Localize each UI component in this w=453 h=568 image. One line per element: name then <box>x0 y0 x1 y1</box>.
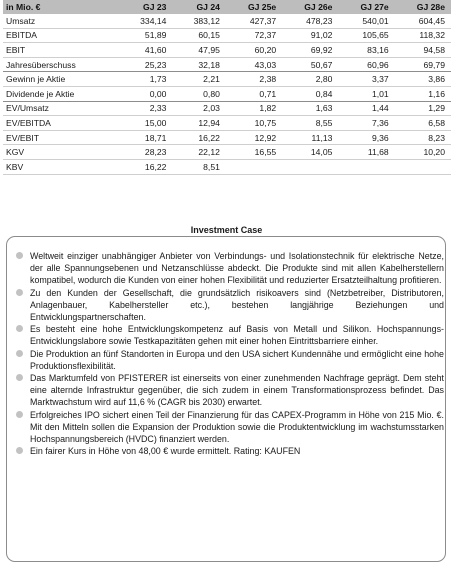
cell: 8,51 <box>172 159 225 174</box>
cell: 10,20 <box>395 145 451 160</box>
cell: 2,38 <box>226 72 282 87</box>
cell: 72,37 <box>226 28 282 43</box>
bullet-icon <box>16 325 23 332</box>
list-item <box>14 348 444 372</box>
cell: 118,32 <box>395 28 451 43</box>
cell: 105,65 <box>338 28 394 43</box>
cell: 12,94 <box>172 116 225 131</box>
cell: 2,33 <box>119 101 172 116</box>
cell: 334,14 <box>119 14 172 28</box>
bullet-icon <box>16 289 23 296</box>
cell: 1,63 <box>282 101 338 116</box>
column-header: GJ 23 <box>119 0 172 14</box>
bullet-text: Zu den Kunden der Gesellschaft, die grundsätzlich risikoavers sind (Netzbetreiber, Distributoren, Anlagenbauer, Kabelhersteller etc.), bestehen langjährige Beziehungen und Entwicklungspartnerschaften. <box>30 287 444 323</box>
cell: 383,12 <box>172 14 225 28</box>
cell: 1,82 <box>226 101 282 116</box>
bullet-icon <box>16 350 23 357</box>
table-row <box>3 116 451 131</box>
financial-table <box>3 0 451 175</box>
cell: 2,21 <box>172 72 225 87</box>
cell: 43,03 <box>226 57 282 72</box>
cell: 91,02 <box>282 28 338 43</box>
cell: 83,16 <box>338 43 394 58</box>
cell: 540,01 <box>338 14 394 28</box>
row-label: KBV <box>3 159 119 174</box>
table-row <box>3 159 451 174</box>
cell: 8,55 <box>282 116 338 131</box>
cell: 3,86 <box>395 72 451 87</box>
cell: 51,89 <box>119 28 172 43</box>
cell: 60,15 <box>172 28 225 43</box>
cell: 41,60 <box>119 43 172 58</box>
table-row <box>3 14 451 28</box>
row-label: KGV <box>3 145 119 160</box>
bullet-text: Ein fairer Kurs in Höhe von 48,00 € wurde ermittelt. Rating: KAUFEN <box>30 446 301 457</box>
bullet-text: Die Produktion an fünf Standorten in Europa und den USA sichert Kundennähe und ermöglicht eine hohe Produktionsflexibilität. <box>30 348 444 371</box>
cell: 0,84 <box>282 86 338 101</box>
cell: 2,80 <box>282 72 338 87</box>
cell: 28,23 <box>119 145 172 160</box>
bullet-icon <box>16 447 23 454</box>
cell: 0,00 <box>119 86 172 101</box>
list-item <box>14 372 444 409</box>
table-row <box>3 145 451 160</box>
column-header: GJ 25e <box>226 0 282 14</box>
bullet-text: Es besteht eine hohe Entwicklungskompetenz auf Basis von Metall und Silikon. Hochspannungs-Entwicklungslabore sowie Testkapazitäten gehen mit einer hohen Eintrittsbarriere einher. <box>30 324 444 347</box>
cell: 9,36 <box>338 130 394 145</box>
cell: 14,05 <box>282 145 338 160</box>
table-row <box>3 28 451 43</box>
row-label: Gewinn je Aktie <box>3 72 119 87</box>
cell: 2,03 <box>172 101 225 116</box>
row-label: Umsatz <box>3 14 119 28</box>
list-item <box>14 323 444 347</box>
cell: 1,73 <box>119 72 172 87</box>
cell: 22,12 <box>172 145 225 160</box>
list-item <box>14 445 444 457</box>
bullet-text: Erfolgreiches IPO sichert einen Teil der Finanzierung für das CAPEX-Programm in Höhe von 215 Mio. €. Mit den Mitteln sollen die Expansion der Produktion sowie die Produktentwicklung im wachstumsstarken Hochspannungsbereich (HVDC) finanziert werden. <box>30 409 444 445</box>
cell: 11,68 <box>338 145 394 160</box>
row-label: EV/Umsatz <box>3 101 119 116</box>
table-row <box>3 130 451 145</box>
cell: 0,80 <box>172 86 225 101</box>
cell <box>338 159 394 174</box>
cell <box>282 159 338 174</box>
cell: 50,67 <box>282 57 338 72</box>
bullet-icon <box>16 374 23 381</box>
column-header: GJ 27e <box>338 0 394 14</box>
column-header: GJ 26e <box>282 0 338 14</box>
cell: 11,13 <box>282 130 338 145</box>
cell <box>226 159 282 174</box>
cell: 10,75 <box>226 116 282 131</box>
cell: 1,01 <box>338 86 394 101</box>
column-header: GJ 24 <box>172 0 225 14</box>
cell: 25,23 <box>119 57 172 72</box>
cell: 60,20 <box>226 43 282 58</box>
table-row <box>3 57 451 72</box>
cell: 3,37 <box>338 72 394 87</box>
cell: 12,92 <box>226 130 282 145</box>
cell: 47,95 <box>172 43 225 58</box>
cell: 69,79 <box>395 57 451 72</box>
cell: 16,22 <box>119 159 172 174</box>
cell: 1,16 <box>395 86 451 101</box>
column-header: GJ 28e <box>395 0 451 14</box>
cell: 478,23 <box>282 14 338 28</box>
cell: 7,36 <box>338 116 394 131</box>
bullet-text: Das Marktumfeld von PFISTERER ist einerseits von einer zunehmenden Nachfrage geprägt. Dem steht eine alternde Infrastruktur gegenüber, die sich zudem in einem Transformationsprozess befindet. Das Marktwachstum wird auf 11,6 % (CAGR bis 2030) erwartet. <box>30 373 444 408</box>
cell: 60,96 <box>338 57 394 72</box>
cell: 16,55 <box>226 145 282 160</box>
investment-case-list <box>14 250 444 457</box>
cell: 427,37 <box>226 14 282 28</box>
cell: 1,44 <box>338 101 394 116</box>
investment-case-title: Investment Case <box>190 225 263 235</box>
bullet-icon <box>16 252 23 259</box>
row-label: Jahresüberschuss <box>3 57 119 72</box>
list-item <box>14 409 444 446</box>
row-label: EBIT <box>3 43 119 58</box>
cell: 6,58 <box>395 116 451 131</box>
column-header: in Mio. € <box>3 0 119 14</box>
row-label: Dividende je Aktie <box>3 86 119 101</box>
table-row <box>3 101 451 116</box>
cell <box>395 159 451 174</box>
cell: 69,92 <box>282 43 338 58</box>
row-label: EBITDA <box>3 28 119 43</box>
list-item <box>14 287 444 324</box>
cell: 94,58 <box>395 43 451 58</box>
cell: 1,29 <box>395 101 451 116</box>
table-row <box>3 43 451 58</box>
list-item <box>14 250 444 287</box>
cell: 32,18 <box>172 57 225 72</box>
cell: 8,23 <box>395 130 451 145</box>
cell: 604,45 <box>395 14 451 28</box>
bullet-text: Weltweit einziger unabhängiger Anbieter von Verbindungs- und Isolationstechnik für elektrische Netze, der alle Spannungsebenen und Netzanschlüsse abdeckt. Die Produkte sind mit allen Kabelherstellern kompatibel, wodurch die Kunden von einer hohen Flexibilität und reduzierter Ersatzteilhaltung profitieren. <box>30 251 444 286</box>
cell: 15,00 <box>119 116 172 131</box>
bullet-icon <box>16 411 23 418</box>
row-label: EV/EBITDA <box>3 116 119 131</box>
table-row <box>3 86 451 101</box>
row-label: EV/EBIT <box>3 130 119 145</box>
table-header-row <box>3 0 451 14</box>
table-row <box>3 72 451 87</box>
cell: 0,71 <box>226 86 282 101</box>
cell: 18,71 <box>119 130 172 145</box>
cell: 16,22 <box>172 130 225 145</box>
